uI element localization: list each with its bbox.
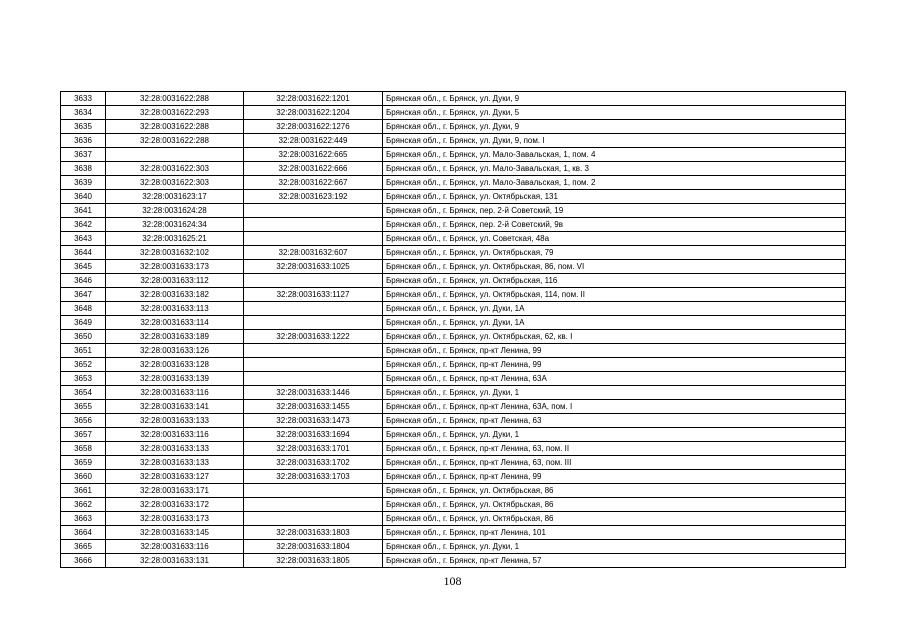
table-row: [61, 190, 846, 204]
table-row: [61, 302, 846, 316]
object-cadastral-number-cell: [244, 372, 383, 386]
address-cell: Брянская обл., г. Брянск, ул. Октябрьская, 86: [383, 484, 846, 498]
row-number-cell: 3641: [61, 204, 106, 218]
address-cell: Брянская обл., г. Брянск, пр-кт Ленина, 99: [383, 470, 846, 484]
address-cell: Брянская обл., г. Брянск, ул. Мало-Завальская, 1, кв. 3: [383, 162, 846, 176]
row-number-cell: 3646: [61, 274, 106, 288]
table-row: [61, 246, 846, 260]
land-cadastral-number-cell: 32:28:0031624:28: [106, 204, 244, 218]
row-number-cell: 3648: [61, 302, 106, 316]
address-cell: Брянская обл., г. Брянск, пр-кт Ленина, 101: [383, 526, 846, 540]
table-row: [61, 498, 846, 512]
row-number-cell: 3657: [61, 428, 106, 442]
row-number-cell: 3637: [61, 148, 106, 162]
land-cadastral-number-cell: 32:28:0031633:113: [106, 302, 244, 316]
object-cadastral-number-cell: 32:28:0031633:1701: [244, 442, 383, 456]
row-number-cell: 3655: [61, 400, 106, 414]
object-cadastral-number-cell: 32:28:0031632:607: [244, 246, 383, 260]
row-number-cell: 3639: [61, 176, 106, 190]
table-row: [61, 512, 846, 526]
address-cell: Брянская обл., г. Брянск, ул. Дуки, 1: [383, 386, 846, 400]
table-row: [61, 428, 846, 442]
row-number-cell: 3645: [61, 260, 106, 274]
table-row: [61, 414, 846, 428]
address-cell: Брянская обл., г. Брянск, ул. Мало-Завальская, 1, пом. 4: [383, 148, 846, 162]
land-cadastral-number-cell: 32:28:0031633:141: [106, 400, 244, 414]
address-cell: Брянская обл., г. Брянск, ул. Октябрьская, 86: [383, 512, 846, 526]
land-cadastral-number-cell: 32:28:0031633:131: [106, 554, 244, 568]
land-cadastral-number-cell: 32:28:0031633:116: [106, 428, 244, 442]
address-cell: Брянская обл., г. Брянск, ул. Дуки, 1: [383, 428, 846, 442]
object-cadastral-number-cell: [244, 512, 383, 526]
land-cadastral-number-cell: 32:28:0031633:173: [106, 512, 244, 526]
address-cell: Брянская обл., г. Брянск, ул. Дуки, 5: [383, 106, 846, 120]
table-row: [61, 260, 846, 274]
row-number-cell: 3663: [61, 512, 106, 526]
object-cadastral-number-cell: 32:28:0031633:1803: [244, 526, 383, 540]
object-cadastral-number-cell: 32:28:0031622:1204: [244, 106, 383, 120]
land-cadastral-number-cell: 32:28:0031622:288: [106, 134, 244, 148]
address-cell: Брянская обл., г. Брянск, пер. 2-й Советский, 9в: [383, 218, 846, 232]
land-cadastral-number-cell: 32:28:0031622:288: [106, 92, 244, 106]
land-cadastral-number-cell: 32:28:0031633:112: [106, 274, 244, 288]
object-cadastral-number-cell: 32:28:0031633:1702: [244, 456, 383, 470]
row-number-cell: 3636: [61, 134, 106, 148]
address-cell: Брянская обл., г. Брянск, ул. Октябрьская, 86, пом. VI: [383, 260, 846, 274]
table-row: [61, 442, 846, 456]
land-cadastral-number-cell: 32:28:0031633:133: [106, 414, 244, 428]
table-row: [61, 540, 846, 554]
object-cadastral-number-cell: [244, 358, 383, 372]
object-cadastral-number-cell: 32:28:0031622:665: [244, 148, 383, 162]
row-number-cell: 3635: [61, 120, 106, 134]
object-cadastral-number-cell: [244, 232, 383, 246]
land-cadastral-number-cell: 32:28:0031633:116: [106, 540, 244, 554]
table-row: [61, 344, 846, 358]
table-row: [61, 162, 846, 176]
object-cadastral-number-cell: [244, 316, 383, 330]
land-cadastral-number-cell: 32:28:0031633:133: [106, 442, 244, 456]
row-number-cell: 3651: [61, 344, 106, 358]
address-cell: Брянская обл., г. Брянск, пер. 2-й Советский, 19: [383, 204, 846, 218]
object-cadastral-number-cell: [244, 302, 383, 316]
object-cadastral-number-cell: 32:28:0031622:1201: [244, 92, 383, 106]
land-cadastral-number-cell: 32:28:0031633:145: [106, 526, 244, 540]
table-row: [61, 204, 846, 218]
land-cadastral-number-cell: 32:28:0031622:303: [106, 162, 244, 176]
address-cell: Брянская обл., г. Брянск, ул. Дуки, 9: [383, 120, 846, 134]
row-number-cell: 3650: [61, 330, 106, 344]
table-row: [61, 148, 846, 162]
row-number-cell: 3649: [61, 316, 106, 330]
address-cell: Брянская обл., г. Брянск, ул. Октябрьская, 116: [383, 274, 846, 288]
land-cadastral-number-cell: 32:28:0031625:21: [106, 232, 244, 246]
table-row: [61, 386, 846, 400]
row-number-cell: 3640: [61, 190, 106, 204]
address-cell: Брянская обл., г. Брянск, ул. Дуки, 9: [383, 92, 846, 106]
object-cadastral-number-cell: 32:28:0031633:1473: [244, 414, 383, 428]
land-cadastral-number-cell: 32:28:0031633:173: [106, 260, 244, 274]
table-row: [61, 400, 846, 414]
object-cadastral-number-cell: [244, 274, 383, 288]
object-cadastral-number-cell: [244, 218, 383, 232]
object-cadastral-number-cell: 32:28:0031633:1703: [244, 470, 383, 484]
registry-table-body: [61, 92, 846, 568]
address-cell: Брянская обл., г. Брянск, ул. Октябрьская, 86: [383, 498, 846, 512]
row-number-cell: 3666: [61, 554, 106, 568]
land-cadastral-number-cell: 32:28:0031623:17: [106, 190, 244, 204]
object-cadastral-number-cell: 32:28:0031633:1025: [244, 260, 383, 274]
object-cadastral-number-cell: 32:28:0031633:1694: [244, 428, 383, 442]
table-row: [61, 134, 846, 148]
address-cell: Брянская обл., г. Брянск, пр-кт Ленина, 57: [383, 554, 846, 568]
land-cadastral-number-cell: 32:28:0031633:172: [106, 498, 244, 512]
table-row: [61, 456, 846, 470]
address-cell: Брянская обл., г. Брянск, ул. Октябрьская, 114, пом. II: [383, 288, 846, 302]
row-number-cell: 3653: [61, 372, 106, 386]
object-cadastral-number-cell: 32:28:0031623:192: [244, 190, 383, 204]
table-row: [61, 218, 846, 232]
row-number-cell: 3659: [61, 456, 106, 470]
land-cadastral-number-cell: 32:28:0031633:128: [106, 358, 244, 372]
object-cadastral-number-cell: 32:28:0031622:449: [244, 134, 383, 148]
land-cadastral-number-cell: 32:28:0031633:189: [106, 330, 244, 344]
land-cadastral-number-cell: 32:28:0031633:116: [106, 386, 244, 400]
row-number-cell: 3664: [61, 526, 106, 540]
address-cell: Брянская обл., г. Брянск, ул. Дуки, 1: [383, 540, 846, 554]
table-row: [61, 176, 846, 190]
address-cell: Брянская обл., г. Брянск, пр-кт Ленина, 63А: [383, 372, 846, 386]
table-row: [61, 120, 846, 134]
row-number-cell: 3661: [61, 484, 106, 498]
land-cadastral-number-cell: 32:28:0031622:303: [106, 176, 244, 190]
address-cell: Брянская обл., г. Брянск, ул. Октябрьская, 79: [383, 246, 846, 260]
table-row: [61, 232, 846, 246]
page-number: 108: [443, 574, 462, 588]
land-cadastral-number-cell: 32:28:0031622:293: [106, 106, 244, 120]
row-number-cell: 3660: [61, 470, 106, 484]
table-row: [61, 358, 846, 372]
registry-table: [60, 91, 846, 568]
address-cell: Брянская обл., г. Брянск, пр-кт Ленина, 99: [383, 344, 846, 358]
land-cadastral-number-cell: 32:28:0031624:34: [106, 218, 244, 232]
land-cadastral-number-cell: 32:28:0031633:171: [106, 484, 244, 498]
row-number-cell: 3662: [61, 498, 106, 512]
row-number-cell: 3644: [61, 246, 106, 260]
object-cadastral-number-cell: 32:28:0031622:1276: [244, 120, 383, 134]
land-cadastral-number-cell: 32:28:0031622:288: [106, 120, 244, 134]
row-number-cell: 3634: [61, 106, 106, 120]
land-cadastral-number-cell: 32:28:0031633:127: [106, 470, 244, 484]
row-number-cell: 3652: [61, 358, 106, 372]
object-cadastral-number-cell: 32:28:0031622:667: [244, 176, 383, 190]
land-cadastral-number-cell: [106, 148, 244, 162]
address-cell: Брянская обл., г. Брянск, пр-кт Ленина, 63, пом. II: [383, 442, 846, 456]
object-cadastral-number-cell: 32:28:0031633:1455: [244, 400, 383, 414]
land-cadastral-number-cell: 32:28:0031633:139: [106, 372, 244, 386]
object-cadastral-number-cell: [244, 344, 383, 358]
object-cadastral-number-cell: 32:28:0031633:1222: [244, 330, 383, 344]
table-row: [61, 92, 846, 106]
table-row: [61, 526, 846, 540]
row-number-cell: 3642: [61, 218, 106, 232]
table-row: [61, 554, 846, 568]
object-cadastral-number-cell: [244, 204, 383, 218]
table-row: [61, 316, 846, 330]
address-cell: Брянская обл., г. Брянск, ул. Дуки, 1А: [383, 302, 846, 316]
land-cadastral-number-cell: 32:28:0031632:102: [106, 246, 244, 260]
registry-table-container: [60, 91, 845, 568]
row-number-cell: 3633: [61, 92, 106, 106]
object-cadastral-number-cell: 32:28:0031633:1805: [244, 554, 383, 568]
table-row: [61, 484, 846, 498]
address-cell: Брянская обл., г. Брянск, пр-кт Ленина, 63: [383, 414, 846, 428]
row-number-cell: 3638: [61, 162, 106, 176]
land-cadastral-number-cell: 32:28:0031633:126: [106, 344, 244, 358]
land-cadastral-number-cell: 32:28:0031633:133: [106, 456, 244, 470]
address-cell: Брянская обл., г. Брянск, ул. Дуки, 1А: [383, 316, 846, 330]
address-cell: Брянская обл., г. Брянск, ул. Октябрьская, 131: [383, 190, 846, 204]
row-number-cell: 3665: [61, 540, 106, 554]
address-cell: Брянская обл., г. Брянск, пр-кт Ленина, 99: [383, 358, 846, 372]
row-number-cell: 3647: [61, 288, 106, 302]
row-number-cell: 3658: [61, 442, 106, 456]
table-row: [61, 274, 846, 288]
object-cadastral-number-cell: 32:28:0031633:1446: [244, 386, 383, 400]
object-cadastral-number-cell: 32:28:0031622:666: [244, 162, 383, 176]
table-row: [61, 106, 846, 120]
table-row: [61, 372, 846, 386]
address-cell: Брянская обл., г. Брянск, ул. Советская, 48а: [383, 232, 846, 246]
table-row: [61, 288, 846, 302]
land-cadastral-number-cell: 32:28:0031633:182: [106, 288, 244, 302]
object-cadastral-number-cell: [244, 498, 383, 512]
address-cell: Брянская обл., г. Брянск, пр-кт Ленина, 63А, пом. I: [383, 400, 846, 414]
table-row: [61, 330, 846, 344]
table-row: [61, 470, 846, 484]
address-cell: Брянская обл., г. Брянск, ул. Октябрьская, 62, кв. I: [383, 330, 846, 344]
row-number-cell: 3656: [61, 414, 106, 428]
address-cell: Брянская обл., г. Брянск, пр-кт Ленина, 63, пом. III: [383, 456, 846, 470]
address-cell: Брянская обл., г. Брянск, ул. Дуки, 9, пом. I: [383, 134, 846, 148]
object-cadastral-number-cell: 32:28:0031633:1127: [244, 288, 383, 302]
address-cell: Брянская обл., г. Брянск, ул. Мало-Завальская, 1, пом. 2: [383, 176, 846, 190]
row-number-cell: 3654: [61, 386, 106, 400]
object-cadastral-number-cell: [244, 484, 383, 498]
land-cadastral-number-cell: 32:28:0031633:114: [106, 316, 244, 330]
row-number-cell: 3643: [61, 232, 106, 246]
object-cadastral-number-cell: 32:28:0031633:1804: [244, 540, 383, 554]
